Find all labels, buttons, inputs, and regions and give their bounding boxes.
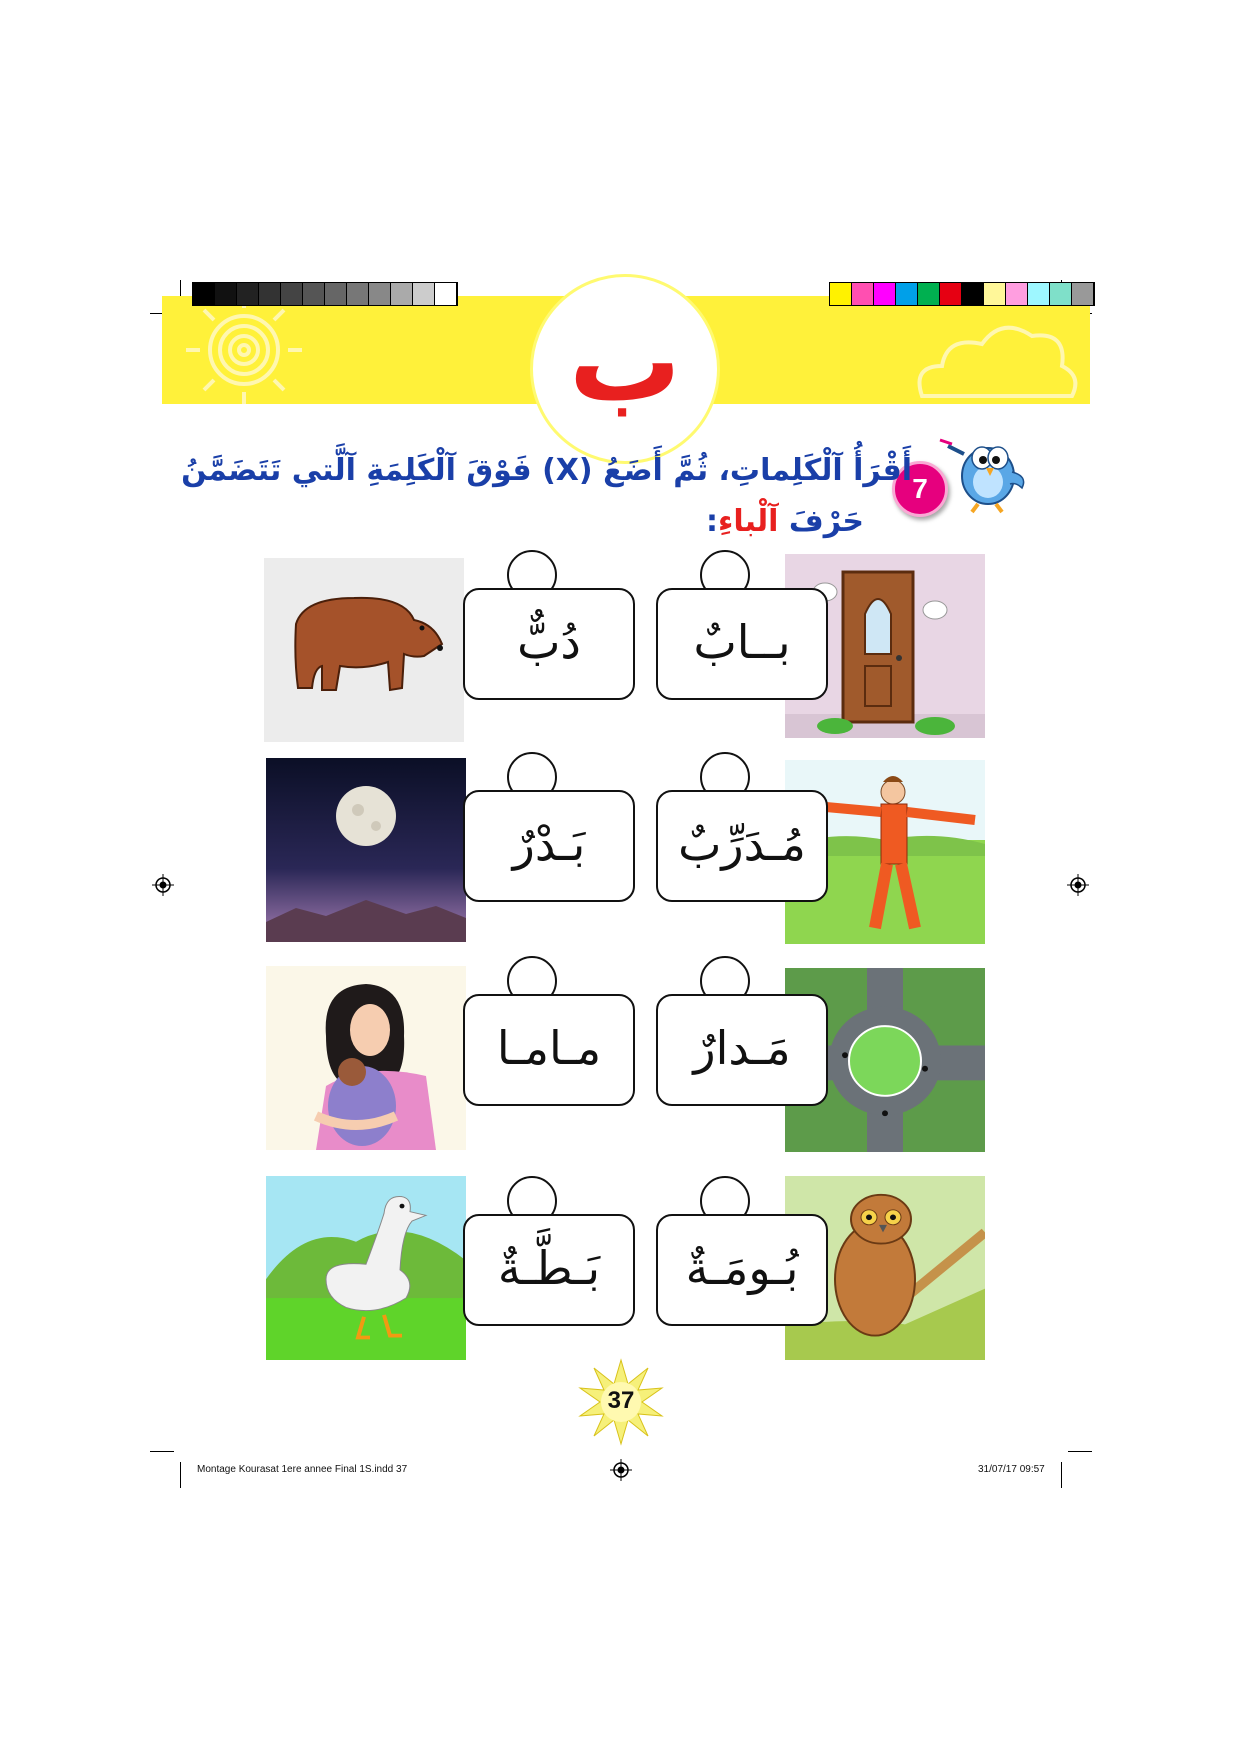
color-calibration-bar bbox=[829, 282, 1095, 306]
gray-swatch bbox=[325, 283, 347, 305]
gray-scale-bar bbox=[192, 282, 458, 306]
word-card bbox=[656, 588, 828, 700]
gray-swatch bbox=[391, 283, 413, 305]
word-card bbox=[463, 994, 635, 1106]
instruction-line-2 bbox=[706, 500, 864, 544]
word-card bbox=[463, 588, 635, 700]
color-swatch bbox=[918, 283, 940, 305]
color-swatch bbox=[852, 283, 874, 305]
color-swatch bbox=[940, 283, 962, 305]
color-swatch bbox=[984, 283, 1006, 305]
mother-baby-picture bbox=[266, 966, 466, 1150]
word-text: بَـدْرٌ bbox=[512, 817, 586, 871]
word-card bbox=[656, 790, 828, 902]
registration-mark-icon bbox=[152, 874, 174, 896]
registration-mark-icon bbox=[610, 1459, 632, 1481]
color-swatch bbox=[830, 283, 852, 305]
word-text: بــابٌ bbox=[693, 615, 791, 669]
sun-icon bbox=[172, 296, 332, 404]
gray-swatch bbox=[259, 283, 281, 305]
word-card bbox=[463, 1214, 635, 1326]
word-text: دُبٌّ bbox=[517, 615, 581, 669]
gray-swatch bbox=[369, 283, 391, 305]
color-swatch bbox=[874, 283, 896, 305]
gray-swatch bbox=[303, 283, 325, 305]
instruction-line-1: أَقْرَأُ آلْكَلِماتِ، ثُمَّ أَضَعُ (X) فَوْقَ آلْكَلِمَةِ آلَّتي تَتَضَمَّنُ bbox=[181, 453, 912, 488]
word-text: مَـدارٌ bbox=[693, 1021, 791, 1075]
instruction-colon: : bbox=[706, 504, 719, 539]
word-card bbox=[463, 790, 635, 902]
gray-swatch bbox=[193, 283, 215, 305]
crop-mark bbox=[180, 1462, 181, 1488]
word-text: بُـومَـةٌ bbox=[685, 1241, 799, 1295]
gray-swatch bbox=[435, 283, 457, 305]
letter-circle bbox=[530, 274, 720, 464]
word-text: بَـطَّـةٌ bbox=[497, 1241, 601, 1295]
registration-mark-icon bbox=[1067, 874, 1089, 896]
color-swatch bbox=[962, 283, 984, 305]
color-swatch bbox=[1028, 283, 1050, 305]
gray-swatch bbox=[413, 283, 435, 305]
slug-filename: Montage Kourasat 1ere annee Final 1S.indd 37 bbox=[197, 1464, 408, 1475]
instruction-text: حَرْفَ bbox=[778, 504, 864, 539]
word-card bbox=[656, 1214, 828, 1326]
duck-picture bbox=[266, 1176, 466, 1360]
color-swatch bbox=[1072, 283, 1094, 305]
color-swatch bbox=[1006, 283, 1028, 305]
cloud-icon bbox=[902, 296, 1082, 404]
word-text: مـامـا bbox=[496, 1021, 602, 1075]
featured-letter: ب bbox=[568, 297, 682, 427]
crop-mark bbox=[150, 1451, 174, 1452]
exercise-number-badge: 7 bbox=[892, 461, 948, 517]
full-moon-picture bbox=[266, 758, 466, 942]
page-number: 37 bbox=[607, 1387, 635, 1414]
gray-swatch bbox=[215, 283, 237, 305]
crop-mark bbox=[1061, 1462, 1062, 1488]
bear-picture bbox=[264, 558, 464, 742]
highlighted-letter-name: آلْباءِ bbox=[718, 504, 779, 539]
word-card bbox=[656, 994, 828, 1106]
gray-swatch bbox=[281, 283, 303, 305]
crop-mark bbox=[1068, 1451, 1092, 1452]
color-swatch bbox=[1050, 283, 1072, 305]
gray-swatch bbox=[237, 283, 259, 305]
word-text: مُـدَرِّبٌ bbox=[678, 817, 806, 871]
bird-mascot-icon bbox=[938, 424, 1030, 516]
gray-swatch bbox=[347, 283, 369, 305]
color-swatch bbox=[896, 283, 918, 305]
slug-timestamp: 31/07/17 09:57 bbox=[978, 1464, 1045, 1475]
